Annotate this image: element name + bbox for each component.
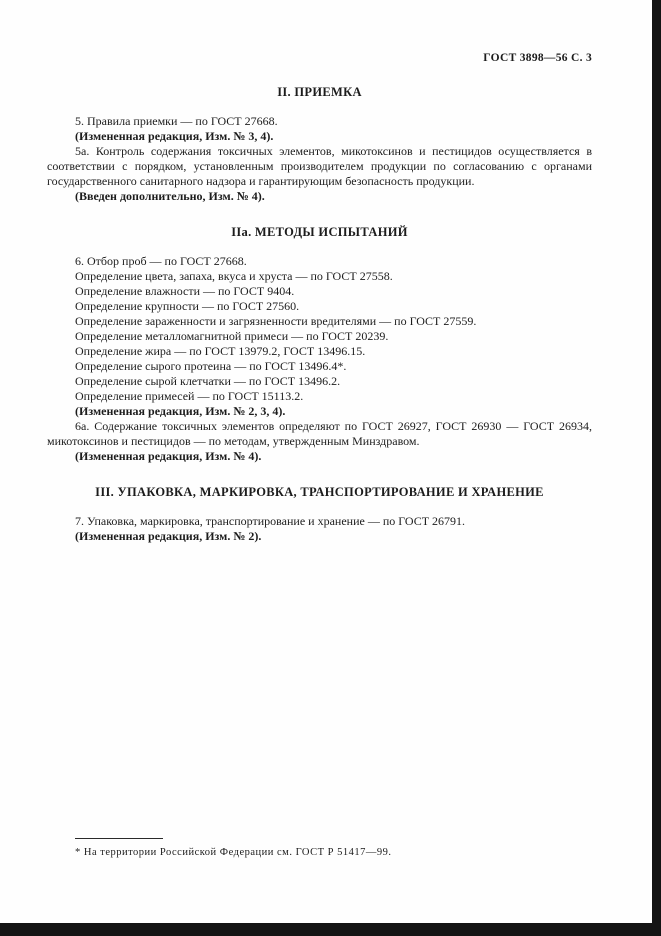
method-line-fiber: Определение сырой клетчатки — по ГОСТ 13496.2. (75, 374, 341, 388)
note-5: (Измененная редакция, Изм. № 3, 4). (75, 129, 274, 143)
section-heading-packaging: III. УПАКОВКА, МАРКИРОВКА, ТРАНСПОРТИРОВАНИЕ И ХРАНЕНИЕ (95, 485, 544, 499)
method-line-color: Определение цвета, запаха, вкуса и хруста — по ГОСТ 27558. (75, 269, 393, 283)
footnote (47, 838, 507, 858)
footnote-rule (75, 838, 163, 839)
note-6a: (Измененная редакция, Изм. № 4). (75, 449, 262, 463)
footnote-text: * На территории Российской Федерации см. ГОСТ Р 51417—99. (75, 847, 392, 858)
scan-edge-right (652, 0, 661, 936)
para-6a: 6а. Содержание токсичных элементов определяют по ГОСТ 26927, ГОСТ 26930 — ГОСТ 26934, микотоксинов и пестицидов — по методам, утвержденным Минздравом. (47, 419, 592, 448)
section-heading-acceptance: II. ПРИЕМКА (277, 85, 362, 99)
method-line-impurities: Определение примесей — по ГОСТ 15113.2. (75, 389, 304, 403)
scan-edge-bottom (0, 923, 661, 936)
page-header-ref: ГОСТ 3898—56 С. 3 (483, 52, 592, 64)
para-5: 5. Правила приемки — по ГОСТ 27668. (75, 114, 278, 128)
note-5a: (Введен дополнительно, Изм. № 4). (75, 189, 265, 203)
section-heading-test-methods: IIа. МЕТОДЫ ИСПЫТАНИЙ (231, 225, 408, 239)
method-line-metal: Определение металломагнитной примеси — по ГОСТ 20239. (75, 329, 389, 343)
note-6: (Измененная редакция, Изм. № 2, 3, 4). (75, 404, 286, 418)
note-7: (Измененная редакция, Изм. № 2). (75, 529, 262, 543)
method-line-infestation: Определение зараженности и загрязненности вредителями — по ГОСТ 27559. (75, 314, 477, 328)
para-5a: 5а. Контроль содержания токсичных элементов, микотоксинов и пестицидов осуществляется в соответствии с порядком, установленным производителем продукции по согласованию с органами государственного санитарного надзора и гарантирующим безопасность продукции. (47, 144, 592, 188)
method-line-protein: Определение сырого протеина — по ГОСТ 13496.4*. (75, 359, 347, 373)
method-line-size: Определение крупности — по ГОСТ 27560. (75, 299, 300, 313)
method-line-sampling: 6. Отбор проб — по ГОСТ 27668. (75, 254, 247, 268)
para-7: 7. Упаковка, маркировка, транспортирование и хранение — по ГОСТ 26791. (75, 514, 466, 528)
method-line-fat: Определение жира — по ГОСТ 13979.2, ГОСТ 13496.15. (75, 344, 366, 358)
method-line-moisture: Определение влажности — по ГОСТ 9404. (75, 284, 295, 298)
